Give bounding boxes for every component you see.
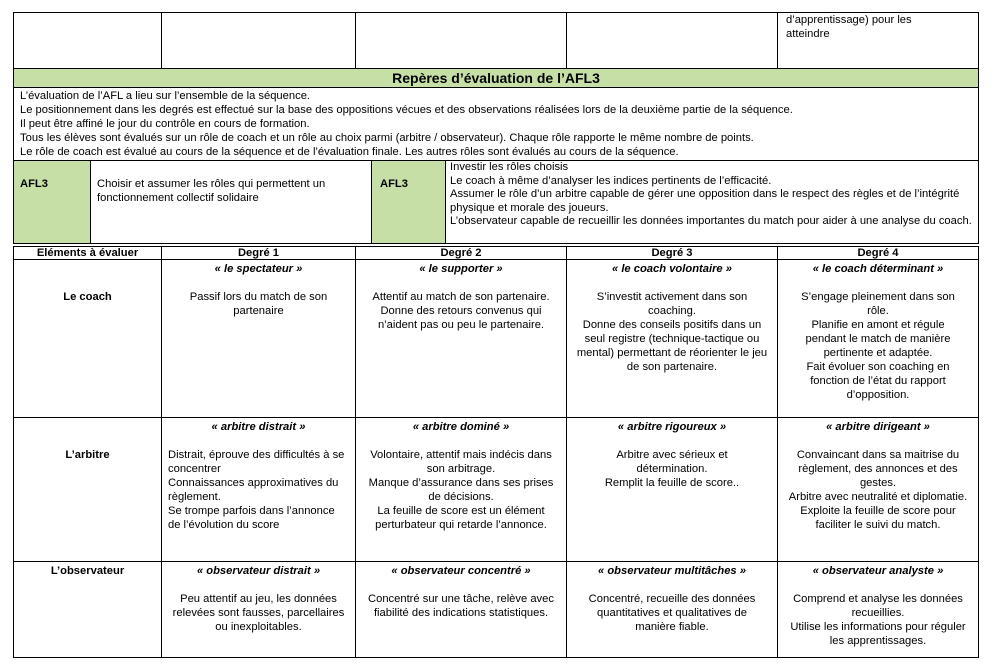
observateur-degre-3 [566,561,778,658]
coach-degre-4 [777,259,979,418]
arbitre-degre-4 [777,417,979,562]
arbitre-degre-2 [355,417,567,562]
coach-degre-2-line-2: Donne des retours convenus qui n’aident pas ou peu le partenaire. [377,305,545,331]
header-degre-4: Degré 4 [777,246,979,260]
arbitre-degre-4-line-1: Convaincant dans sa maitrise du règlement, des annonces et des gestes. [796,449,960,489]
observateur-degre-1 [161,561,356,658]
afl-right-line-2: Le coach à même d’analyser les indices pertinents de l’efficacité. [450,174,772,187]
arbitre-degre-3-title: « arbitre rigoureux » [617,421,727,433]
header-degre-2: Degré 2 [355,246,567,260]
observateur-degre-2-line-1: Concentré sur une tâche, relève avec fiabilité des indications statistiques. [368,593,554,619]
top-cell-3 [355,12,567,69]
header-degre-1: Degré 1 [161,246,356,260]
afl-text-left: Choisir et assumer les rôles qui permettent un fonctionnement collectif solidaire [90,160,372,244]
coach-degre-2-title: « le supporter » [419,263,503,275]
coach-degre-1-line-1: Passif lors du match de son partenaire [189,291,328,317]
intro-line-5: Le rôle de coach est évalué au cours de la séquence et de l’évaluation finale. Les autres rôles sont évalués au cours de la séquence. [20,146,679,158]
intro-line-1: L’évaluation de l’AFL a lieu sur l’ensemble de la séquence. [20,90,311,102]
observateur-degre-1-line-1: Peu attentif au jeu, les données relevées sont fausses, parcellaires ou inexploitables. [172,593,345,633]
coach-degre-3-line-1: S’investit activement dans son coaching. [596,291,748,317]
arbitre-degre-4-line-3: Exploite la feuille de score pour faciliter le suivi du match. [800,505,956,531]
arbitre-degre-2-line-2: Manque d’assurance dans ses prises de décisions. [368,477,554,503]
arbitre-degre-1-title: « arbitre distrait » [211,421,306,433]
top-cell-5-line-1: d’apprentissage) pour les [786,14,912,26]
row-coach-label: Le coach [13,259,162,418]
afl-right-line-4: L’observateur capable de recueillir les données importantes du match pour aider à une analyse du coach. [450,215,972,227]
arbitre-degre-4-line-2: Arbitre avec neutralité et diplomatie. [788,491,968,503]
arbitre-degre-1-line-3: Se trompe parfois dans l’annonce de l’évolution du score [168,505,335,531]
coach-degre-3-line-2: Donne des conseils positifs dans un seul registre (technique-tactique ou mental) permettant de réorienter le jeu de son partenaire. [576,319,768,373]
top-cell-5-line-2: atteindre [786,28,830,40]
coach-degre-1 [161,259,356,418]
arbitre-degre-3-line-2: Remplit la feuille de score.. [604,477,740,489]
arbitre-degre-3-line-1: Arbitre avec sérieux et détermination. [616,449,728,475]
observateur-degre-2-title: « observateur concentré » [391,565,531,577]
afl-label-left: AFL3 [13,160,91,244]
top-cell-4 [566,12,778,69]
arbitre-degre-2-line-3: La feuille de score est un élément perturbateur qui retarde l’annonce. [375,505,547,531]
afl-text-right [445,160,979,244]
coach-degre-3-title: « le coach volontaire » [611,263,732,275]
coach-degre-4-line-2: Planifie en amont et régule pendant le match de manière pertinente et adaptée. [805,319,951,359]
top-cell-1 [13,12,162,69]
intro-line-2: Le positionnement dans les degrés est effectué sur la base des oppositions vécues et des observations réalisées lors de la deuxième partie de la séquence. [20,104,793,116]
arbitre-degre-1-line-2: Connaissances approximatives du règlement. [168,477,339,503]
row-observateur-label: L’observateur [13,561,162,658]
intro-block [13,87,979,161]
coach-degre-4-line-1: S’engage pleinement dans son rôle. [801,291,955,317]
intro-line-4: Tous les élèves sont évalués sur un rôle de coach et un rôle au choix parmi (arbitre / observateur). Chaque rôle rapporte le même nombre de points. [20,132,754,144]
observateur-degre-4 [777,561,979,658]
coach-degre-3 [566,259,778,418]
observateur-degre-4-line-1: Comprend et analyse les données recueillies. [793,593,963,619]
top-cell-2 [161,12,356,69]
coach-degre-4-title: « le coach déterminant » [812,263,944,275]
observateur-degre-3-line-1: Concentré, recueille des données quantitatives et qualitatives de manière fiable. [588,593,756,633]
observateur-degre-3-title: « observateur multitâches » [598,565,746,577]
observateur-degre-2 [355,561,567,658]
row-arbitre-label: L’arbitre [13,417,162,562]
observateur-degre-4-title: « observateur analyste » [812,565,944,577]
observateur-degre-4-line-2: Utilise les informations pour réguler les apprentissages. [790,621,966,647]
intro-line-3: Il peut être affiné le jour du contrôle en cours de formation. [20,118,310,130]
afl-right-line-1: Investir les rôles choisis [450,161,569,173]
header-elements: Eléments à évaluer [13,246,162,260]
arbitre-degre-1-line-1: Distrait, éprouve des difficultés à se concentrer [168,449,345,475]
coach-degre-1-title: « le spectateur » [214,263,303,275]
arbitre-degre-4-title: « arbitre dirigeant » [826,421,930,433]
afl-label-right: AFL3 [371,160,446,244]
top-cell-5 [777,12,979,69]
header-degre-3: Degré 3 [566,246,778,260]
afl-right-line-3: Assumer le rôle d’un arbitre capable de gérer une opposition dans le respect des règles et de l’intégrité physique et morale des joueurs. [450,188,960,214]
coach-degre-2 [355,259,567,418]
observateur-degre-1-title: « observateur distrait » [196,565,321,577]
arbitre-degre-1 [161,417,356,562]
coach-degre-2-line-1: Attentif au match de son partenaire. [372,291,550,303]
coach-degre-4-line-3: Fait évoluer son coaching en fonction de l’état du rapport d’opposition. [806,361,950,401]
section-title: Repères d’évaluation de l’AFL3 [13,68,979,88]
arbitre-degre-3 [566,417,778,562]
arbitre-degre-2-line-1: Volontaire, attentif mais indécis dans son arbitrage. [370,449,552,475]
arbitre-degre-2-title: « arbitre dominé » [412,421,510,433]
